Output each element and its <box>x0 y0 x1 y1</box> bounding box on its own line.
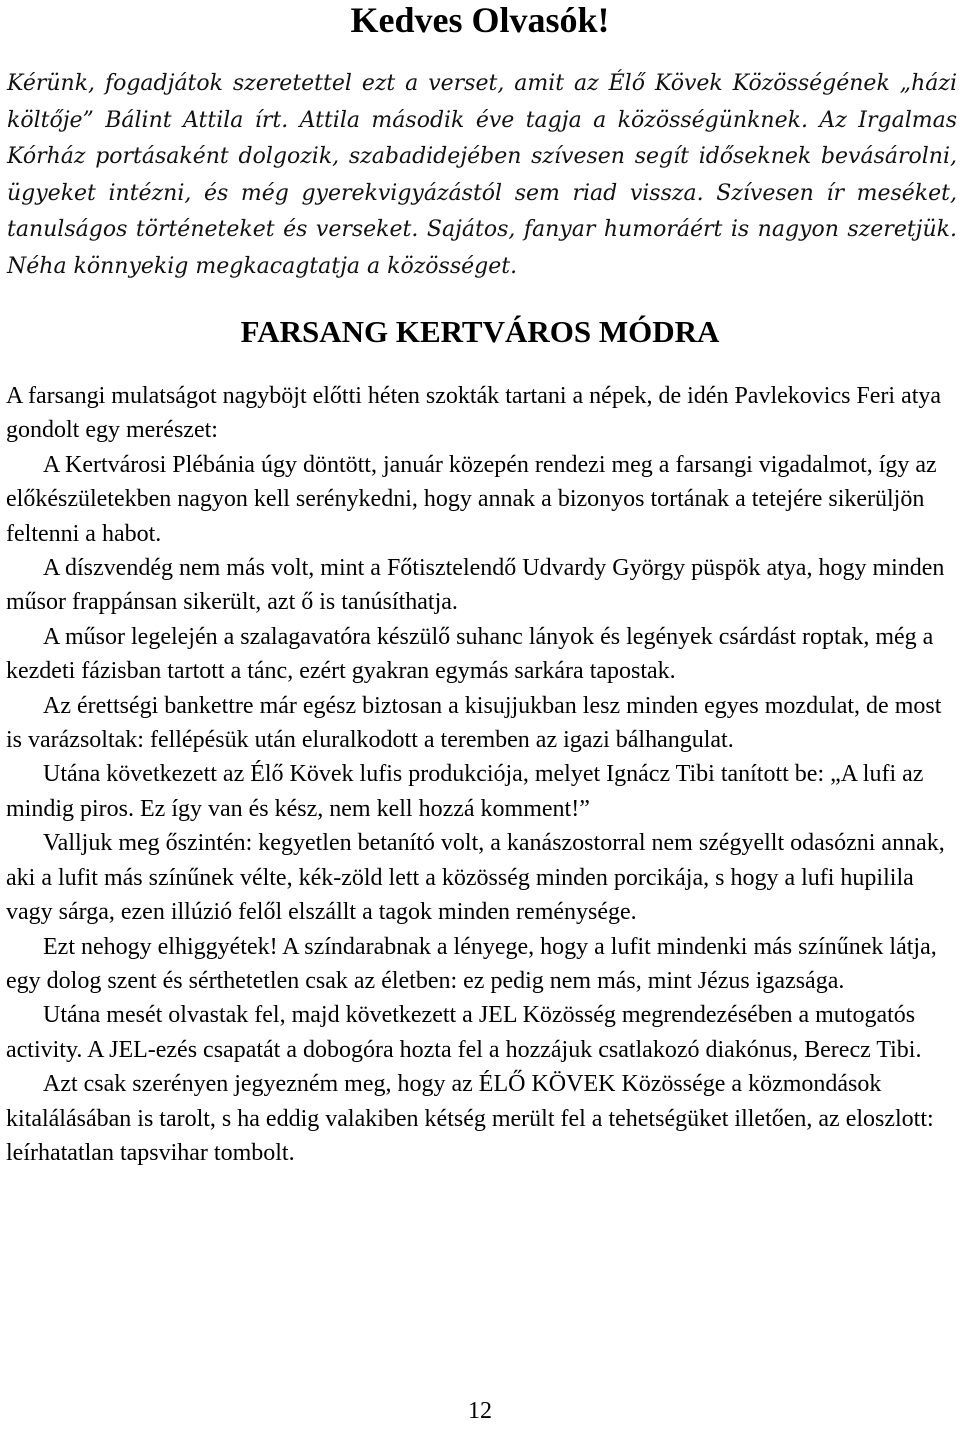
article-paragraph: Utána mesét olvastak fel, majd következett a JEL Közösség megrendezésében a mutogatós activity. A JEL-ezés csapatát a dobogóra hozta fel a hozzájuk csatlakozó diakónus, Berecz Tibi. <box>6 1002 922 1063</box>
article-paragraph: Ezt nehogy elhiggyétek! A színdarabnak a lényege, hogy a lufit mindenki más színűnek látja, egy dolog szent és sérthetetlen csak az életben: ez pedig nem más, mint Jézus igazsága. <box>6 933 937 994</box>
article-paragraph: Azt csak szerényen jegyezném meg, hogy az ÉLŐ KÖVEK Közössége a közmondások kitalálásában is tarolt, s ha eddig valakiben kétség merült fel a tehetségüket illetően, az eloszlott: leírhatatlan tapsvihar tombolt. <box>6 1071 934 1166</box>
article-paragraph: A díszvendég nem más volt, mint a Főtisztelendő Udvardy György püspök atya, hogy minden műsor frappánsan sikerült, azt ő is tanúsíthatja. <box>6 555 945 616</box>
intro-paragraph: Kérünk, fogadjátok szeretettel ezt a verset, amit az Élő Kövek Közösségének „házi költője” Bálint Attila írt. Attila második éve tagja a közösségünknek. Az Irgalmas Kórház portásaként dolgozik, szabadidejében szívesen segít időseknek bevásárolni, ügyeket intézni, és még gyerekvigyázástól sem riad vissza. Szívesen ír meséket, tanulságos történeteket és verseket. Sajátos, fanyar humoráért is nagyon szeretjük. Néha könnyekig megkacagtatja a közösséget. <box>7 71 957 279</box>
article-paragraph: A Kertvárosi Plébánia úgy döntött, január közepén rendezi meg a farsangi vigadalmot, így az előkészületekben nagyon kell serénykedni, hogy annak a bizonyos tortának a tetejére sikerüljön feltenni a habot. <box>6 451 937 547</box>
article-paragraph: A farsangi mulatságot nagyböjt előtti héten szokták tartani a népek, de idén Pavlekovics Feri atya gondolt egy merészet: <box>6 383 942 444</box>
article-paragraph: Valljuk meg őszintén: kegyetlen betanító volt, a kanászostorral nem szégyellt odasózni annak, aki a lufit más színűnek vélte, kék-zöld lett a közösség minden porcikája, s hogy a lufi hupilila vagy sárga, ezen illúzió felől elszállt a tagok minden reménysége. <box>6 830 945 926</box>
article-title: FARSANG KERTVÁROS MÓDRA <box>240 314 720 349</box>
article-paragraph: Az érettségi bankettre már egész biztosan a kisujjukban lesz minden egyes mozdulat, de most is varázsoltak: fellépésük után eluralkodott a teremben az igazi bálhangulat. <box>6 692 942 754</box>
greeting-title: Kedves Olvasók! <box>350 0 610 40</box>
article-paragraph: A műsor legelején a szalagavatóra készülő suhanc lányok és legények csárdást roptak, még a kezdeti fázisban tartott a tánc, ezért gyakran egymás sarkára tapostak. <box>6 623 934 685</box>
article-body <box>6 379 956 1170</box>
article-paragraph: Utána következett az Élő Kövek lufis produkciója, melyet Ignácz Tibi tanított be: „A lufi az mindig piros. Ez így van és kész, nem kell hozzá komment!” <box>6 761 924 822</box>
page-number: 12 <box>468 1398 492 1424</box>
